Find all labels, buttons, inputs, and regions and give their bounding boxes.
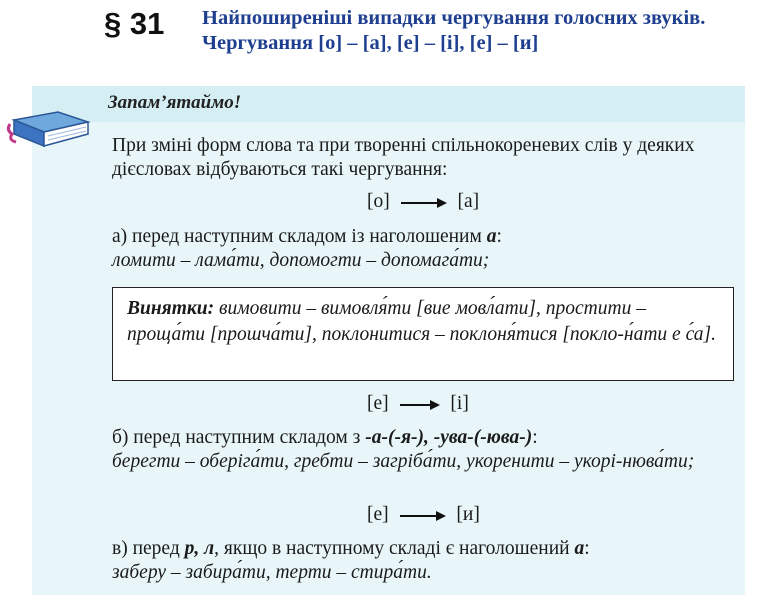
rule-a-examples: ломити – лама́ти, допомогти – допомага́ти;: [112, 250, 490, 271]
rule-c-colon: :: [584, 538, 590, 559]
rule-c-letters: р, л: [184, 538, 215, 559]
arrow-left-sound: [е]: [367, 504, 389, 525]
rule-a-label: а) перед наступним складом із наголошеним: [112, 226, 482, 247]
exceptions-box: [112, 287, 734, 381]
alternation-e-i: [367, 393, 469, 415]
arrow-left-sound: [е]: [367, 393, 389, 414]
exceptions-label: Винятки:: [127, 298, 215, 319]
book-icon: [6, 90, 96, 154]
exceptions-text: вимовити – вимовля́ти [вие мовл́ати], простити – проща́ти [прошча́ти], поклонитися – поклоня́тися [покло-н́ати е с́а].: [127, 298, 716, 345]
rule-c-label: в) перед: [112, 538, 180, 559]
rule-c-label-2: , якщо в наступному складі є наголошений: [214, 538, 570, 559]
arrow-right-sound: [і]: [450, 393, 469, 414]
rule-a-text: [112, 225, 742, 249]
rule-c-letter: а: [574, 538, 585, 559]
rule-c-text: [112, 537, 742, 561]
rule-b-examples: берегти – оберіга́ти, гребти – загріба́ти, укоренити – укорі-нюва́ти;: [112, 451, 695, 472]
rule-b-suffixes: -а-(-я-), -ува-(-юва-): [365, 427, 533, 448]
rule-a-letter: а: [486, 226, 497, 247]
intro-text: При зміні форм слова та при творенні спільнокореневих слів у деяких дієсловах відбуваються такі чергування:: [112, 135, 695, 180]
arrow-right-sound: [и]: [456, 504, 480, 525]
arrow-icon: [400, 404, 438, 406]
arrow-right-sound: [а]: [457, 191, 480, 212]
rule-a-colon: :: [496, 226, 502, 247]
arrow-icon: [401, 202, 445, 204]
alternation-e-y: [367, 504, 480, 526]
rule-b-text: [112, 426, 742, 450]
section-number: § 31: [104, 6, 165, 41]
remember-label: Запам’ятаймо!: [108, 92, 242, 113]
rule-b-colon: :: [532, 427, 538, 448]
rule-b-label: б) перед наступним складом з: [112, 427, 361, 448]
arrow-left-sound: [о]: [367, 191, 390, 212]
rule-c-examples: заберу – забира́ти, терти – стира́ти.: [112, 562, 432, 583]
alternation-o-a: [367, 191, 479, 213]
section-title: Найпоширеніші випадки чергування голосних звуків. Чергування [о] – [а], [е] – [і], [е] – [и]: [202, 7, 706, 54]
arrow-icon: [400, 515, 444, 517]
